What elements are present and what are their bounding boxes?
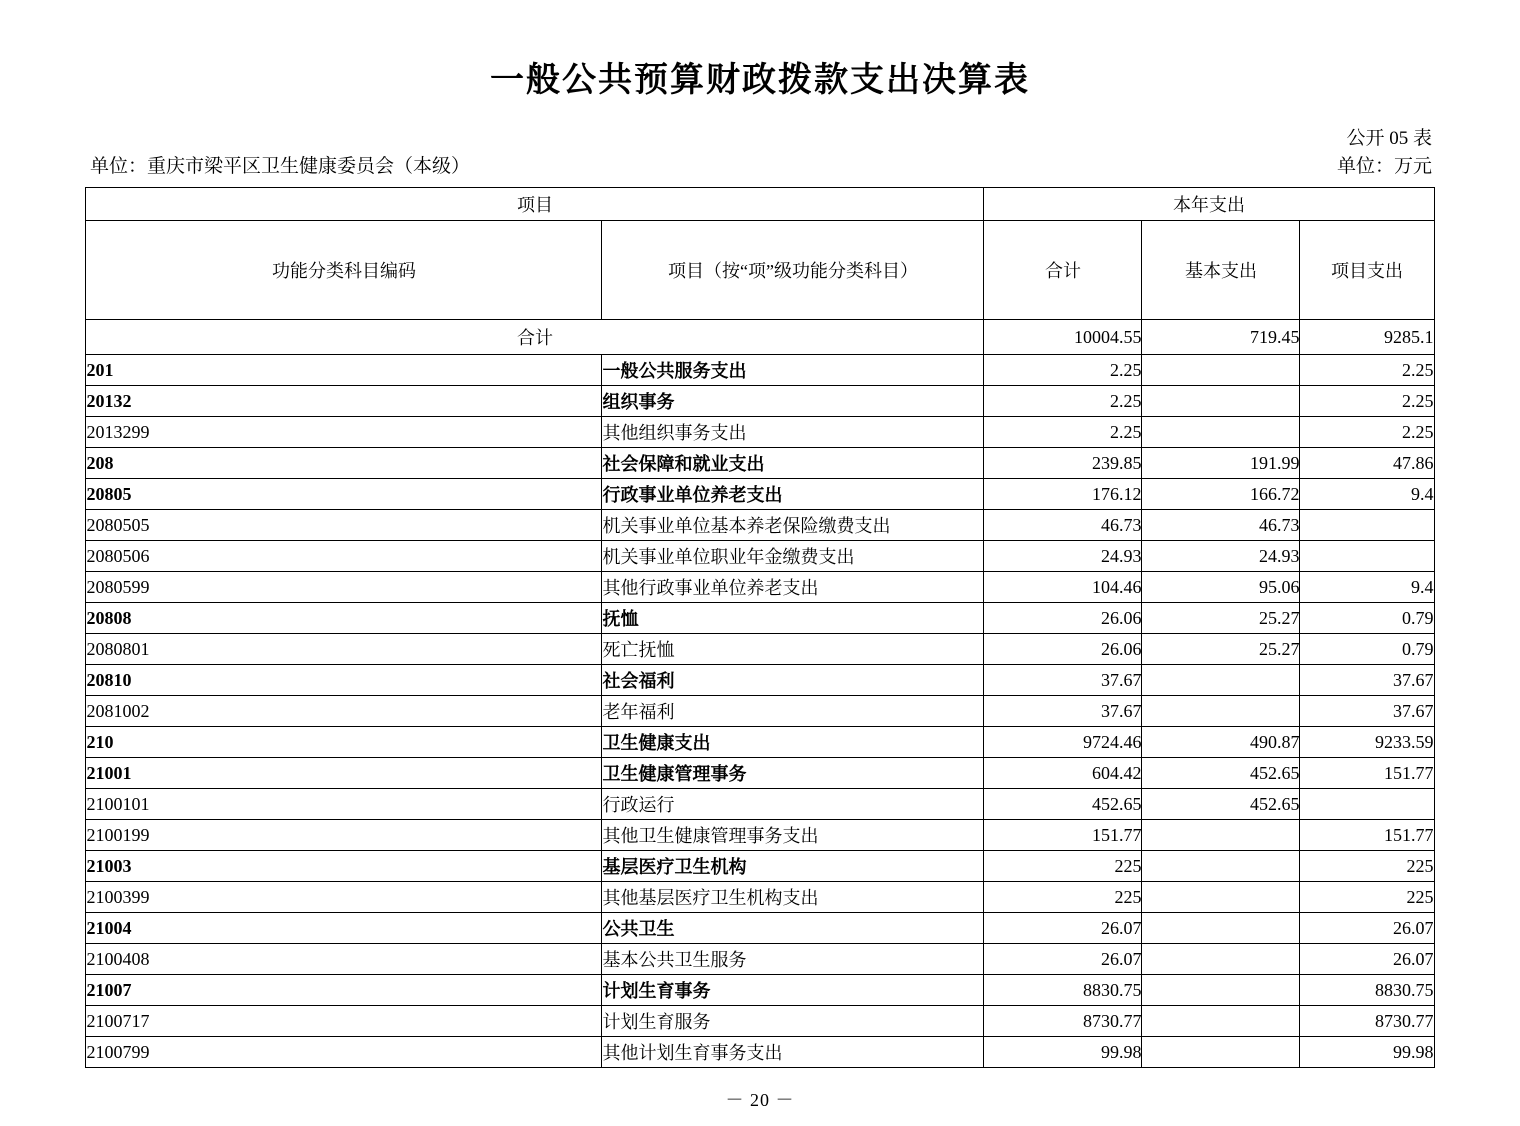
page-footer: － 20 － (725, 1090, 795, 1110)
row-project: 9.4 (1300, 572, 1434, 603)
row-name: 其他计划生育事务支出 (602, 1037, 984, 1068)
form-number: 公开 05 表 (1346, 128, 1432, 149)
header-col-name: 项目（按“项”级功能分类科目） (602, 221, 984, 320)
row-total: 452.65 (984, 789, 1142, 820)
table-row (86, 603, 1434, 634)
row-total: 26.06 (984, 603, 1142, 634)
row-name: 计划生育服务 (602, 1006, 984, 1037)
table-row (86, 789, 1434, 820)
row-code: 2080505 (86, 510, 602, 541)
row-project: 2.25 (1300, 417, 1434, 448)
row-code: 21007 (86, 975, 602, 1006)
row-name: 死亡抚恤 (602, 634, 984, 665)
row-basic (1142, 944, 1300, 975)
row-basic: 24.93 (1142, 541, 1300, 572)
header-group-project: 项目 (86, 188, 984, 221)
row-basic: 191.99 (1142, 448, 1300, 479)
row-name: 卫生健康管理事务 (602, 758, 984, 789)
header-col-code: 功能分类科目编码 (86, 221, 602, 320)
row-total: 26.07 (984, 944, 1142, 975)
row-project: 9.4 (1300, 479, 1434, 510)
row-project (1300, 510, 1434, 541)
row-total: 225 (984, 882, 1142, 913)
table-header-group-row (86, 188, 1434, 221)
table-row (86, 417, 1434, 448)
row-code: 21004 (86, 913, 602, 944)
row-code: 2100399 (86, 882, 602, 913)
table-row (86, 944, 1434, 975)
row-name: 行政运行 (602, 789, 984, 820)
table-row (86, 541, 1434, 572)
row-code: 2080599 (86, 572, 602, 603)
row-name: 其他组织事务支出 (602, 417, 984, 448)
row-project: 225 (1300, 851, 1434, 882)
row-code: 210 (86, 727, 602, 758)
row-basic: 95.06 (1142, 572, 1300, 603)
row-name: 计划生育事务 (602, 975, 984, 1006)
table-row (86, 355, 1434, 386)
table-row (86, 1006, 1434, 1037)
row-basic: 452.65 (1142, 758, 1300, 789)
total-basic: 719.45 (1142, 320, 1300, 355)
row-basic (1142, 820, 1300, 851)
row-basic: 166.72 (1142, 479, 1300, 510)
total-sum: 10004.55 (984, 320, 1142, 355)
table-row (86, 975, 1434, 1006)
row-total: 176.12 (984, 479, 1142, 510)
row-total: 37.67 (984, 696, 1142, 727)
table-row (86, 727, 1434, 758)
row-total: 26.06 (984, 634, 1142, 665)
row-name: 社会保障和就业支出 (602, 448, 984, 479)
row-basic (1142, 1006, 1300, 1037)
row-project: 151.77 (1300, 820, 1434, 851)
row-project: 26.07 (1300, 944, 1434, 975)
page-title: 一般公共预算财政拨款支出决算表 (490, 62, 1030, 99)
table-row (86, 851, 1434, 882)
row-code: 2100199 (86, 820, 602, 851)
document-page (0, 52, 1520, 1126)
table-row (86, 572, 1434, 603)
row-project: 225 (1300, 882, 1434, 913)
row-code: 20808 (86, 603, 602, 634)
unit-row (0, 151, 1520, 179)
row-project: 37.67 (1300, 696, 1434, 727)
row-name: 抚恤 (602, 603, 984, 634)
row-total: 46.73 (984, 510, 1142, 541)
table-row (86, 510, 1434, 541)
row-basic (1142, 975, 1300, 1006)
row-total: 2.25 (984, 417, 1142, 448)
table-row (86, 820, 1434, 851)
row-project (1300, 541, 1434, 572)
row-name: 行政事业单位养老支出 (602, 479, 984, 510)
row-basic: 25.27 (1142, 634, 1300, 665)
row-project: 99.98 (1300, 1037, 1434, 1068)
row-project: 8830.75 (1300, 975, 1434, 1006)
header-col-total: 合计 (984, 221, 1142, 320)
row-code: 2081002 (86, 696, 602, 727)
table-row (86, 1037, 1434, 1068)
row-name: 机关事业单位职业年金缴费支出 (602, 541, 984, 572)
table-row (86, 758, 1434, 789)
table-row (86, 696, 1434, 727)
row-basic (1142, 386, 1300, 417)
row-basic: 46.73 (1142, 510, 1300, 541)
table-row (86, 665, 1434, 696)
row-code: 2100101 (86, 789, 602, 820)
row-project: 2.25 (1300, 355, 1434, 386)
row-name: 组织事务 (602, 386, 984, 417)
budget-table (85, 187, 1434, 1068)
row-basic (1142, 882, 1300, 913)
row-code: 21001 (86, 758, 602, 789)
table-row (86, 634, 1434, 665)
row-project: 47.86 (1300, 448, 1434, 479)
row-code: 201 (86, 355, 602, 386)
row-name: 社会福利 (602, 665, 984, 696)
row-code: 2100799 (86, 1037, 602, 1068)
table-row (86, 479, 1434, 510)
row-basic: 452.65 (1142, 789, 1300, 820)
total-project: 9285.1 (1300, 320, 1434, 355)
row-project (1300, 789, 1434, 820)
row-name: 其他基层医疗卫生机构支出 (602, 882, 984, 913)
row-code: 20810 (86, 665, 602, 696)
row-basic (1142, 851, 1300, 882)
row-total: 9724.46 (984, 727, 1142, 758)
table-row (86, 913, 1434, 944)
row-code: 2100717 (86, 1006, 602, 1037)
table-row (86, 448, 1434, 479)
row-project: 0.79 (1300, 634, 1434, 665)
row-name: 公共卫生 (602, 913, 984, 944)
unit-name: 单位：重庆市梁平区卫生健康委员会（本级） (90, 156, 471, 177)
row-project: 8730.77 (1300, 1006, 1434, 1037)
row-name: 卫生健康支出 (602, 727, 984, 758)
row-code: 2013299 (86, 417, 602, 448)
row-total: 604.42 (984, 758, 1142, 789)
row-code: 2080801 (86, 634, 602, 665)
row-basic (1142, 696, 1300, 727)
row-total: 225 (984, 851, 1142, 882)
table-row (86, 386, 1434, 417)
row-project: 151.77 (1300, 758, 1434, 789)
row-name: 机关事业单位基本养老保险缴费支出 (602, 510, 984, 541)
total-label: 合计 (86, 320, 984, 355)
row-total: 2.25 (984, 355, 1142, 386)
header-group-current-year: 本年支出 (984, 188, 1434, 221)
row-total: 151.77 (984, 820, 1142, 851)
header-col-basic: 基本支出 (1142, 221, 1300, 320)
row-basic (1142, 665, 1300, 696)
row-project: 9233.59 (1300, 727, 1434, 758)
row-total: 8830.75 (984, 975, 1142, 1006)
table-header-row (86, 221, 1434, 320)
row-basic (1142, 913, 1300, 944)
row-total: 2.25 (984, 386, 1142, 417)
row-basic: 25.27 (1142, 603, 1300, 634)
table-body (86, 320, 1434, 1068)
table-row (86, 882, 1434, 913)
row-basic (1142, 1037, 1300, 1068)
row-basic (1142, 417, 1300, 448)
row-total: 24.93 (984, 541, 1142, 572)
row-basic (1142, 355, 1300, 386)
form-number-row (0, 123, 1520, 149)
row-total: 37.67 (984, 665, 1142, 696)
row-project: 26.07 (1300, 913, 1434, 944)
row-name: 老年福利 (602, 696, 984, 727)
row-code: 20132 (86, 386, 602, 417)
row-total: 8730.77 (984, 1006, 1142, 1037)
amount-unit: 单位：万元 (1336, 156, 1432, 177)
row-total: 26.07 (984, 913, 1142, 944)
row-total: 239.85 (984, 448, 1142, 479)
row-name: 基层医疗卫生机构 (602, 851, 984, 882)
row-code: 2080506 (86, 541, 602, 572)
row-name: 一般公共服务支出 (602, 355, 984, 386)
row-project: 2.25 (1300, 386, 1434, 417)
row-project: 0.79 (1300, 603, 1434, 634)
table-row-total (86, 320, 1434, 355)
row-total: 99.98 (984, 1037, 1142, 1068)
row-code: 208 (86, 448, 602, 479)
row-name: 其他卫生健康管理事务支出 (602, 820, 984, 851)
row-basic: 490.87 (1142, 727, 1300, 758)
row-code: 20805 (86, 479, 602, 510)
row-name: 基本公共卫生服务 (602, 944, 984, 975)
header-col-project: 项目支出 (1300, 221, 1434, 320)
row-project: 37.67 (1300, 665, 1434, 696)
row-code: 2100408 (86, 944, 602, 975)
row-total: 104.46 (984, 572, 1142, 603)
row-name: 其他行政事业单位养老支出 (602, 572, 984, 603)
row-code: 21003 (86, 851, 602, 882)
